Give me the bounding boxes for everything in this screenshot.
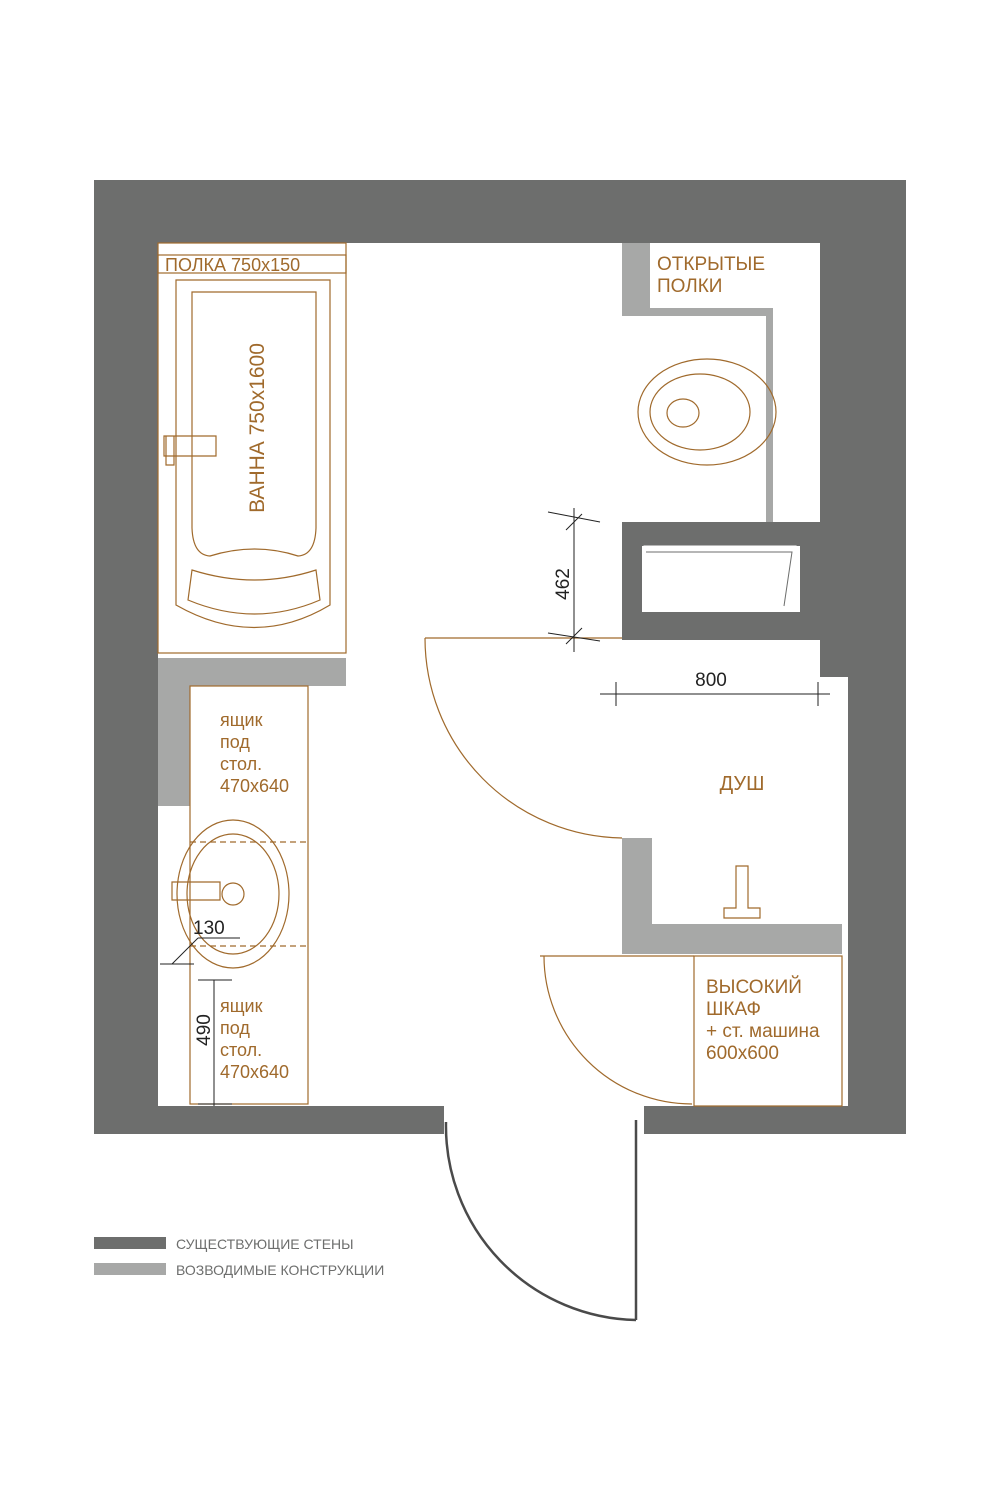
drawer-top-label-2: под xyxy=(220,732,250,752)
drawer-bottom-label-4: 470х640 xyxy=(220,1062,290,1082)
tall-cabinet-label-3: + ст. машина xyxy=(706,1021,820,1042)
tall-cabinet-label-4: 600х600 xyxy=(706,1043,779,1064)
shower-wall-vertical xyxy=(622,838,652,926)
dim-462-text: 462 xyxy=(553,568,574,600)
dim-490-text: 490 xyxy=(194,1014,215,1046)
sink-faucet xyxy=(172,882,220,900)
drawer-top-label-1: ящик xyxy=(220,710,263,730)
shower-head xyxy=(724,866,760,918)
toilet-drain xyxy=(667,399,699,427)
dim-130-text: 130 xyxy=(193,918,225,939)
cabinet-door-swing xyxy=(540,956,694,1104)
toilet-partition-side xyxy=(766,308,773,522)
shower-label: ДУШ xyxy=(719,773,765,795)
open-shelves-wall xyxy=(622,243,650,315)
drawer-top-label-4: 470х640 xyxy=(220,776,290,796)
niche xyxy=(642,546,800,612)
toilet-partition-top xyxy=(622,308,770,316)
entrance-door xyxy=(446,1120,636,1320)
legend-label-existing: СУЩЕСТВУЮЩИЕ СТЕНЫ xyxy=(176,1236,354,1252)
legend-label-new: ВОЗВОДИМЫЕ КОНСТРУКЦИИ xyxy=(176,1262,385,1278)
bath-end-wall xyxy=(158,658,346,686)
drawer-bottom-label-2: под xyxy=(220,1018,250,1038)
bathtub-faucet xyxy=(164,436,216,465)
shelf-label: ПОЛКА 750х150 xyxy=(165,255,301,275)
tall-cabinet-label-1: ВЫСОКИЙ xyxy=(706,977,802,998)
entrance-door-swing xyxy=(446,1122,636,1320)
open-shelves-label-2: ПОЛКИ xyxy=(657,276,723,297)
shower-wall-horizontal xyxy=(622,924,842,954)
legend-swatch-new xyxy=(94,1263,166,1275)
dim-800-text: 800 xyxy=(695,670,727,691)
drawer-top-label-3: стол. xyxy=(220,754,263,774)
shower-door-swing xyxy=(425,638,622,838)
sink-drain xyxy=(222,883,244,905)
legend xyxy=(94,1236,384,1278)
drawer-side-wall xyxy=(158,686,190,806)
drawer-bottom-label-1: ящик xyxy=(220,996,263,1016)
tall-cabinet-label-2: ШКАФ xyxy=(706,999,761,1020)
toilet-bowl-inner xyxy=(650,374,750,450)
legend-swatch-existing xyxy=(94,1237,166,1249)
open-shelves-label-1: ОТКРЫТЫЕ xyxy=(657,254,766,275)
bathtub-label: ВАННА 750х1600 xyxy=(246,343,269,513)
bathtub-end xyxy=(188,570,320,614)
drawer-bottom-label-3: стол. xyxy=(220,1040,263,1060)
